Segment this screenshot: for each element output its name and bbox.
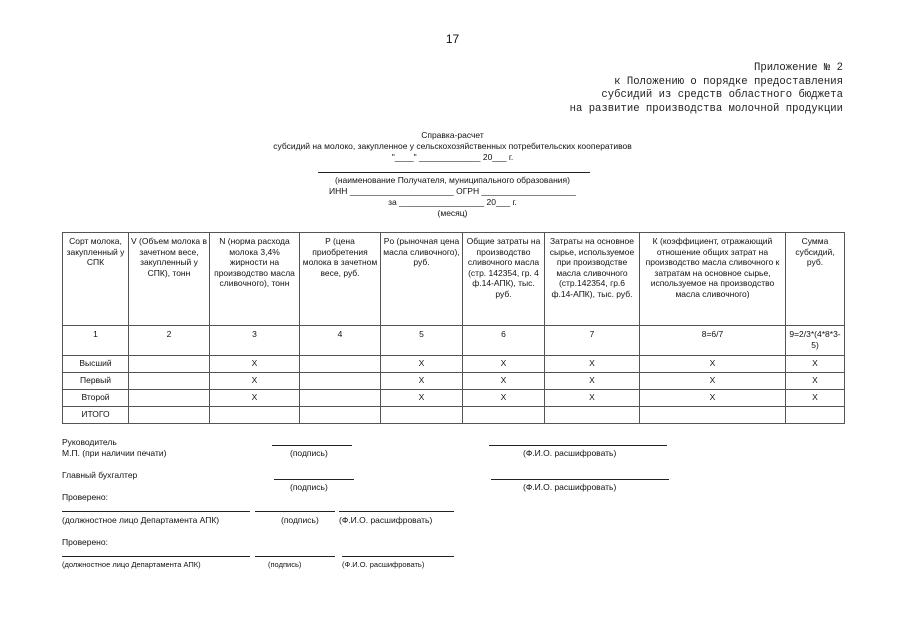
header-cell: К (коэффициент, отражающий отношение общих затрат на производство масла сливочного к затратам на основное сырье, используемое на производство масла сливочного) — [640, 233, 786, 326]
table-cell — [129, 407, 210, 424]
checked-label: Проверено: — [62, 537, 108, 547]
fio-caption: (Ф.И.О. расшифровать) — [339, 515, 433, 525]
accountant-fio-line — [491, 479, 669, 480]
column-number: 2 — [129, 326, 210, 356]
official-line — [62, 511, 250, 512]
table-cell — [300, 390, 381, 407]
fio-caption: (Ф.И.О. расшифровать) — [523, 482, 617, 492]
table-cell: X — [545, 356, 640, 373]
appendix-line: к Положению о порядке предоставления — [614, 75, 843, 88]
table-cell — [381, 407, 463, 424]
table-cell: X — [210, 373, 300, 390]
header-cell: Сумма субсидий, руб. — [786, 233, 845, 326]
table-row — [63, 373, 845, 390]
head-label: Руководитель — [62, 437, 117, 447]
table-cell: X — [210, 356, 300, 373]
signature-caption: (подпись) — [290, 448, 328, 458]
subsidy-table — [62, 232, 845, 424]
recipient-caption: (наименование Получателя, муниципального образования) — [335, 175, 570, 185]
signature-line — [255, 511, 335, 512]
header-cell: N (норма расхода молока 3,4% жирности на производство масла сливочного), тонн — [210, 233, 300, 326]
column-number: 3 — [210, 326, 300, 356]
accountant-signature-line — [274, 479, 354, 480]
head-fio-line — [489, 445, 667, 446]
grade-cell: Второй — [63, 390, 129, 407]
period-line: за __________________ 20___ г. — [388, 197, 517, 207]
table-cell — [210, 407, 300, 424]
table-cell — [129, 373, 210, 390]
header-cell: V (Объем молока в зачетном весе, закупленный у СПК), тонн — [129, 233, 210, 326]
table-cell: X — [786, 390, 845, 407]
fio-line — [342, 556, 454, 557]
table-cell: X — [463, 356, 545, 373]
signature-caption: (подпись) — [268, 560, 302, 569]
header-cell: P (цена приобретения молока в зачетном весе, руб. — [300, 233, 381, 326]
column-number: 8=6/7 — [640, 326, 786, 356]
table-cell: X — [210, 390, 300, 407]
header-cell: Общие затраты на производство сливочного масла (стр. 142354, гр. 4 ф.14-АПК), тыс. руб. — [463, 233, 545, 326]
column-number: 4 — [300, 326, 381, 356]
table-row — [63, 390, 845, 407]
fio-caption: (Ф.И.О. расшифровать) — [342, 560, 425, 569]
stamp-label: М.П. (при наличии печати) — [62, 448, 167, 458]
table-cell — [463, 407, 545, 424]
header-cell: Затраты на основное сырье, используемое при производстве масла сливочного (стр.142354, гр.6 ф.14-АПК), тыс. руб. — [545, 233, 640, 326]
appendix-line: на развитие производства молочной продукции — [569, 102, 843, 115]
signature-line — [255, 556, 335, 557]
header-row — [63, 233, 845, 326]
doc-subtitle: субсидий на молоко, закупленное у сельскохозяйственных потребительских кооперативов — [273, 141, 632, 151]
accountant-label: Главный бухгалтер — [62, 470, 138, 480]
official-caption: (должностное лицо Департамента АПК) — [62, 515, 220, 525]
column-number: 6 — [463, 326, 545, 356]
fio-line — [339, 511, 454, 512]
page-number: 17 — [445, 32, 460, 46]
table-cell: X — [463, 390, 545, 407]
column-number-row — [63, 326, 845, 356]
appendix-line: Приложение № 2 — [753, 62, 843, 74]
table-cell — [300, 356, 381, 373]
signature-caption: (подпись) — [281, 515, 319, 525]
table-cell — [129, 390, 210, 407]
inn-ogrn-line: ИНН ______________________ ОГРН ____________________ — [328, 186, 577, 196]
table-cell: X — [786, 373, 845, 390]
checked-label: Проверено: — [62, 492, 108, 502]
table-cell: X — [786, 356, 845, 373]
table-cell: X — [381, 390, 463, 407]
table-cell — [129, 356, 210, 373]
doc-title: Справка-расчет — [421, 130, 484, 140]
total-row — [63, 407, 845, 424]
table-cell: X — [640, 373, 786, 390]
column-number: 7 — [545, 326, 640, 356]
column-number: 5 — [381, 326, 463, 356]
table-cell — [300, 373, 381, 390]
fio-caption: (Ф.И.О. расшифровать) — [523, 448, 617, 458]
table-cell — [545, 407, 640, 424]
signature-caption: (подпись) — [290, 482, 328, 492]
table-cell: X — [463, 373, 545, 390]
period-caption: (месяц) — [437, 208, 468, 218]
table-cell: X — [640, 356, 786, 373]
date-line: "____" _____________ 20___ г. — [391, 152, 514, 162]
appendix-block — [570, 62, 843, 116]
grade-cell: Высший — [63, 356, 129, 373]
total-label: ИТОГО — [63, 407, 129, 424]
appendix-line: субсидий из средств областного бюджета — [601, 89, 843, 101]
column-number: 1 — [63, 326, 129, 356]
header-cell: Сорт молока, закупленный у СПК — [63, 233, 129, 326]
table-cell — [640, 407, 786, 424]
table-cell: X — [381, 373, 463, 390]
column-number: 9=2/3*(4*8*3-5) — [786, 326, 845, 356]
table-cell — [300, 407, 381, 424]
official-line — [62, 556, 250, 557]
table-row — [63, 356, 845, 373]
table-cell: X — [381, 356, 463, 373]
official-caption: (должностное лицо Департамента АПК) — [62, 560, 201, 569]
table-cell — [786, 407, 845, 424]
table-cell: X — [640, 390, 786, 407]
table-cell: X — [545, 373, 640, 390]
header-cell: Po (рыночная цена масла сливочного), руб. — [381, 233, 463, 326]
grade-cell: Первый — [63, 373, 129, 390]
head-signature-line — [272, 445, 352, 446]
table-cell: X — [545, 390, 640, 407]
recipient-name-line — [318, 172, 590, 173]
